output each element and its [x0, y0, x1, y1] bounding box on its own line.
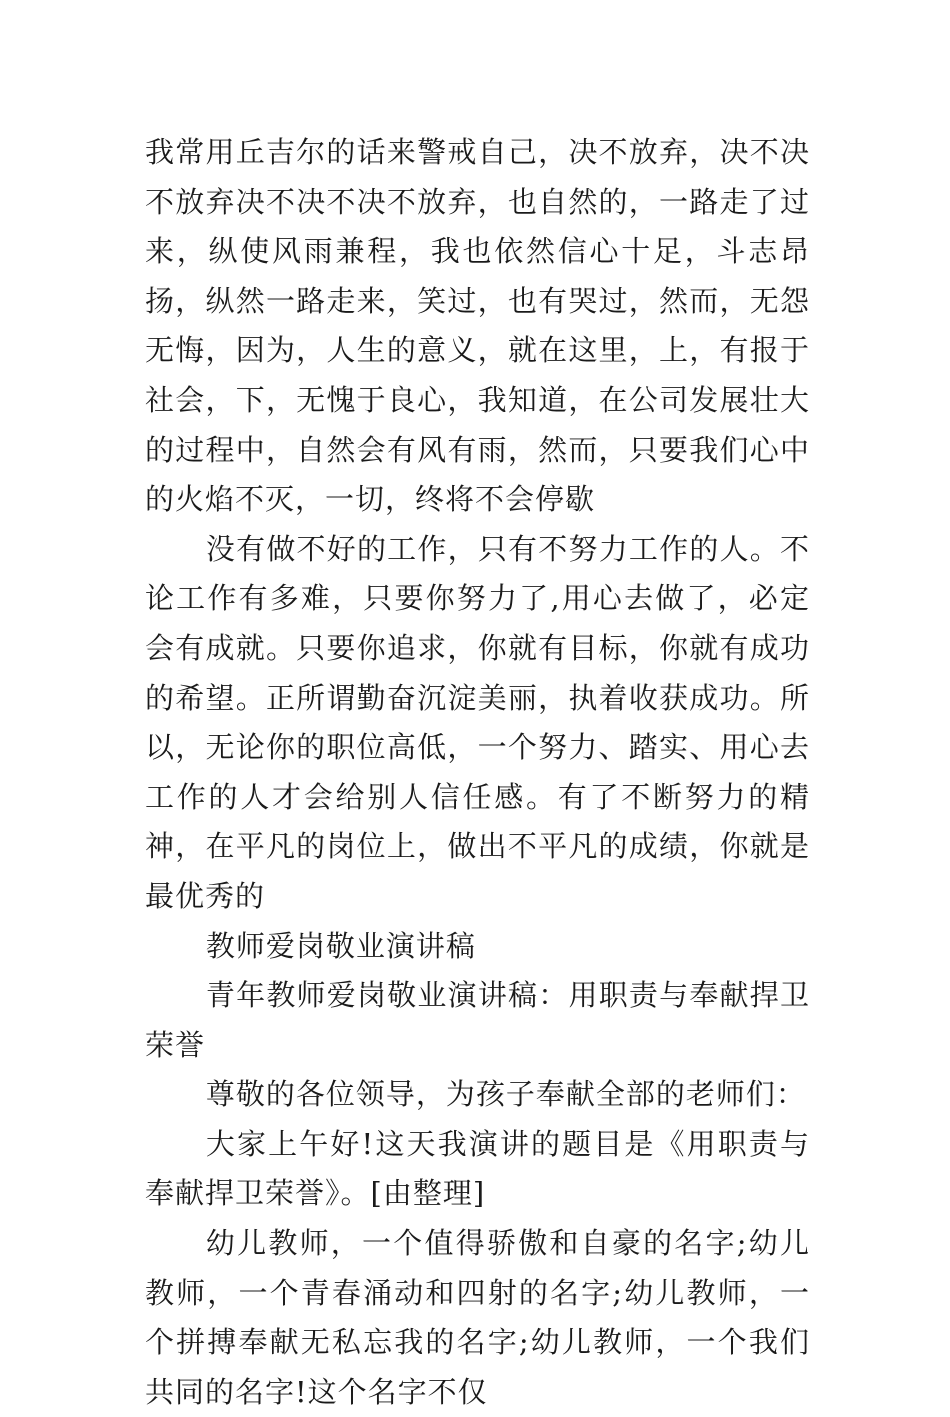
paragraph-greeting [145, 1120, 810, 1219]
text-line: 就是最优秀的 [145, 829, 810, 913]
text-line: 大家上午好!这天我演讲的题目是《用职责与奉献捍卫 [145, 1126, 810, 1211]
paragraph-kindergarten-teacher [145, 1219, 810, 1417]
text-line: 尊敬的各位领导，为孩子奉献全部的老师们： [205, 1077, 806, 1112]
text-line: 我常用丘吉尔的话来警戒自己，决不放弃，决不决不放弃 [145, 135, 810, 219]
text-line: 公司发展壮大的过程中，自然会有风有雨，然而，只要我 [145, 382, 810, 467]
text-line: 教师爱岗敬业演讲稿 [205, 928, 476, 963]
text-line: 们心中的火焰不灭，一切，终将不会停歇 [145, 432, 810, 517]
text-line: 幼儿教师，一个值得骄傲和自豪的名字;幼儿教师，一 [145, 1226, 810, 1310]
text-line: 青年教师爱岗敬业演讲稿：用职责与奉献捍卫荣誉 [145, 978, 810, 1062]
paragraph-hard-work [145, 525, 810, 922]
text-line: 没有做不好的工作，只有不努力工作的人。不论工作 [145, 531, 810, 616]
salutation [145, 1070, 810, 1120]
text-line: 个青春涌动和四射的名字;幼儿教师，一个拼搏奉献无私忘 [145, 1275, 810, 1360]
text-line: 有多难，只要你努力了,用心去做了，必定会有成就。只要 [145, 581, 810, 665]
text-line: 努力、踏实、用心去工作的人才会给别人信任感。有了不 [145, 730, 810, 814]
text-line: 断努力的精神，在平凡的岗位上，做出不平凡的成绩，你 [145, 779, 810, 864]
text-line: 兼程，我也依然信心十足，斗志昂扬，纵然一路走来，笑 [145, 234, 810, 318]
text-line: 过，也有哭过，然而，无怨无悔，因为，人生的意义，就 [145, 283, 810, 368]
text-line: 淀美丽，执着收获成功。所以，无论你的职位高低，一个 [145, 680, 810, 765]
speech-title [145, 971, 810, 1070]
text-line: 在这里，上，有报于社会，下，无愧于良心，我知道，在 [145, 333, 810, 417]
text-line: 决不决不决不放弃，也自然的，一路走了过来，纵使风雨 [145, 184, 810, 269]
section-heading [145, 922, 810, 972]
paragraph-perseverance [145, 128, 810, 525]
text-line: 我的名字;幼儿教师，一个我们共同的名字!这个名字不仅 [145, 1325, 810, 1409]
text-line: 荣誉》。[由整理] [265, 1176, 486, 1211]
text-line: 你追求，你就有目标，你就有成功的希望。正所谓勤奋沉 [145, 630, 810, 715]
document-body [145, 128, 810, 1417]
